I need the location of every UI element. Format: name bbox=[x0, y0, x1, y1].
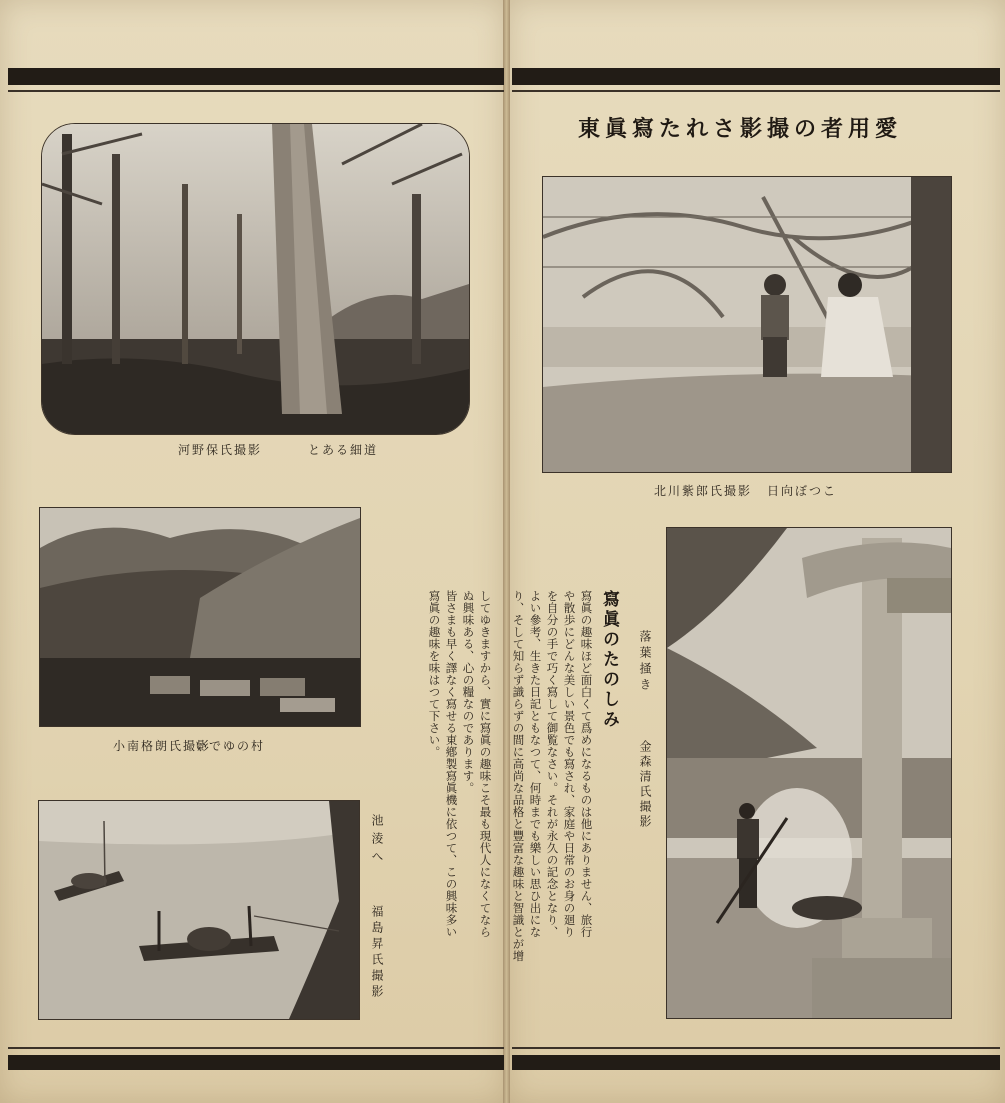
essay-line: り、そして知らず識らずの間に高尚な品格と豐富な趣味と智識とが增 bbox=[511, 590, 526, 962]
bottom-rule-right bbox=[512, 1055, 1000, 1070]
essay-title: 寫眞のたのしみ bbox=[599, 590, 619, 730]
shrine-caption-title: 落葉掻き bbox=[638, 630, 652, 694]
bottom-thin-rule-left bbox=[8, 1047, 504, 1049]
essay-line: や散歩にどんな美しい景色でも寫され、家庭や日常のお身の廻り bbox=[562, 590, 577, 938]
forest-caption-credit: 河野保氏撮影 bbox=[178, 443, 263, 457]
children-photo bbox=[542, 176, 952, 473]
top-rule-left bbox=[8, 68, 504, 85]
boats-caption-credit: 福島昇氏撮影 bbox=[370, 905, 384, 1001]
page-heading: 東眞寫たれさ影撮の者用愛 bbox=[578, 116, 903, 142]
village-caption-credit: 小南格朗氏撮影 bbox=[113, 739, 212, 753]
children-caption-title: 日向ぼつこ bbox=[767, 484, 838, 498]
top-thin-rule-right bbox=[512, 90, 1000, 92]
essay-line: 寫眞の趣味を味はつて下さい。 bbox=[427, 590, 442, 758]
essay-line: ぬ興味ある、心の糧なのであります。 bbox=[461, 590, 476, 794]
essay-line: を自分の手で巧く寫して御覧なさい。それが永久の記念となり、 bbox=[545, 590, 560, 938]
essay-line: 寫眞の趣味ほど面白くて爲めになるものは他にありません、旅行 bbox=[579, 590, 594, 938]
book-spine bbox=[503, 0, 510, 1103]
essay-line: 皆さまも早く譯なく寫せる東鄕製寫眞機に依つて、この興味多い bbox=[444, 590, 459, 938]
bottom-thin-rule-right bbox=[512, 1047, 1000, 1049]
village-photo bbox=[39, 507, 361, 727]
forest-path-photo bbox=[41, 123, 470, 435]
bottom-rule-left bbox=[8, 1055, 504, 1070]
boats-caption-title: 池淩へ bbox=[370, 814, 384, 868]
essay-line: よい參考、生きた日記ともなつて、何時までも樂しい思ひ出にな bbox=[528, 590, 543, 938]
boats-photo bbox=[38, 800, 360, 1020]
top-rule-right bbox=[512, 68, 1000, 85]
forest-caption-title: とある細道 bbox=[308, 443, 379, 457]
village-caption-title: いでゆの村 bbox=[195, 739, 266, 753]
top-thin-rule-left bbox=[8, 90, 504, 92]
essay-line: してゆきますから、實に寫眞の趣味こそ最も現代人になくてなら bbox=[478, 590, 493, 938]
children-caption-credit: 北川紫郎氏撮影 bbox=[654, 484, 753, 498]
shrine-photo bbox=[666, 527, 952, 1019]
shrine-caption-credit: 金森清氏撮影 bbox=[638, 740, 652, 830]
